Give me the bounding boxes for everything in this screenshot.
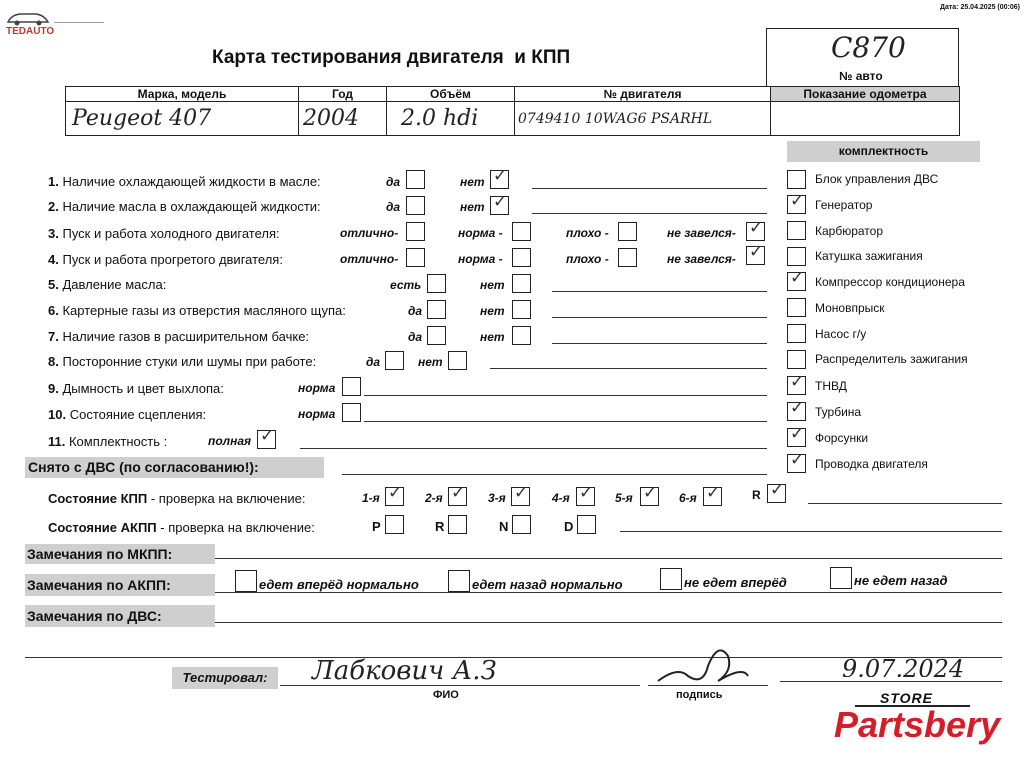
opt-exists: есть <box>390 278 422 292</box>
opt-yes: да <box>386 200 401 214</box>
check-mark-icon: ✓ <box>790 424 805 444</box>
value-engine-no: 0749410 10WAG6 PSARHL <box>518 110 713 127</box>
line-2 <box>532 213 767 214</box>
checkbox-2-yes[interactable] <box>406 196 425 215</box>
opt-no: нет <box>460 200 485 214</box>
kpp-line <box>808 503 1002 504</box>
checkbox-3-not-started[interactable] <box>746 218 765 241</box>
gear-5-label: 5-я <box>615 491 633 505</box>
check-mark-icon: ✓ <box>260 426 275 446</box>
check-mark-icon: ✓ <box>493 192 508 212</box>
complect-monoinjection: Моновпрыск <box>815 301 885 315</box>
gear-4-label: 4-я <box>552 491 570 505</box>
opt-excellent: отлично- <box>340 226 399 240</box>
value-year: 2004 <box>303 106 359 131</box>
complect-distributor: Распределитель зажигания <box>815 352 968 366</box>
line-7 <box>552 343 767 344</box>
checkbox-3-bad[interactable] <box>618 222 637 241</box>
header-engine-no: № двигателя <box>603 87 682 101</box>
gear-2-label: 2-я <box>425 491 443 505</box>
fio-label: ФИО <box>433 689 459 701</box>
check-mark-icon: ✓ <box>790 450 805 470</box>
checkbox-4-bad[interactable] <box>618 248 637 267</box>
opt-yes: да <box>366 355 381 369</box>
kpp-label: Состояние КПП - проверка на включение: <box>48 491 306 506</box>
complect-check-ac[interactable] <box>787 268 806 291</box>
akpp-p-checkbox[interactable] <box>385 515 404 534</box>
complect-check-distributor[interactable] <box>787 350 806 369</box>
remarks-akpp-line <box>215 592 1002 593</box>
check-mark-icon: ✓ <box>706 483 721 503</box>
complect-check-carburetor[interactable] <box>787 221 806 240</box>
akpp-backward-normal-checkbox[interactable] <box>448 570 470 592</box>
opt-yes: да <box>408 330 423 344</box>
signature-label: подпись <box>676 689 723 701</box>
line-5 <box>552 291 767 292</box>
checkbox-6-no[interactable] <box>512 300 531 319</box>
remarks-akpp-label: Замечания по АКПП: <box>25 574 215 596</box>
header-odometer: Показание одометра <box>803 87 927 101</box>
line-10 <box>364 421 767 422</box>
complect-wiring: Проводка двигателя <box>815 457 928 471</box>
line-11 <box>300 448 767 449</box>
akpp-backward-normal-label: едет назад нормально <box>472 577 623 592</box>
gear-5-checkbox[interactable] <box>640 483 659 506</box>
item-2: 2. Наличие масла в охлаждающей жидкости: <box>48 199 321 214</box>
checkbox-9-norm[interactable] <box>342 377 361 396</box>
tested-label: Тестировал: <box>172 667 278 689</box>
akpp-p-label: P <box>372 519 381 534</box>
complect-ps-pump: Насос г/у <box>815 327 867 341</box>
gear-6-label: 6-я <box>679 491 697 505</box>
check-mark-icon: ✓ <box>790 191 805 211</box>
gear-6-checkbox[interactable] <box>703 483 722 506</box>
vehicle-header-table <box>65 86 960 136</box>
complect-ac: Компрессор кондиционера <box>815 275 965 289</box>
complect-check-wiring[interactable] <box>787 450 806 473</box>
car-number-label: № авто <box>839 69 883 83</box>
car-number-value: C870 <box>831 31 906 64</box>
item-4: 4. Пуск и работа прогретого двигателя: <box>48 252 283 267</box>
item-10: 10. Состояние сцепления: <box>48 407 207 422</box>
check-mark-icon: ✓ <box>749 242 764 262</box>
item-7: 7. Наличие газов в расширительном бачке: <box>48 329 310 344</box>
gear-1-label: 1-я <box>362 491 380 505</box>
akpp-no-backward-label: не едет назад <box>854 573 948 588</box>
brand-store: STORE <box>880 690 933 706</box>
gear-2-checkbox[interactable] <box>448 483 467 506</box>
checkbox-8-yes[interactable] <box>385 351 404 370</box>
gear-r-checkbox[interactable] <box>767 480 786 503</box>
line-9 <box>364 395 767 396</box>
removed-label: Снято с ДВС (по согласованию!): <box>25 457 324 478</box>
opt-bad: плохо - <box>566 252 609 266</box>
line-6 <box>552 317 767 318</box>
opt-no: нет <box>480 304 505 318</box>
complect-check-coil[interactable] <box>787 247 806 266</box>
gear-3-label: 3-я <box>488 491 506 505</box>
checkbox-6-yes[interactable] <box>427 300 446 319</box>
car-logo-icon <box>6 10 50 26</box>
signature <box>648 636 758 696</box>
opt-no: нет <box>418 355 443 369</box>
checkbox-5-no[interactable] <box>512 274 531 293</box>
akpp-r-label: R <box>435 519 445 534</box>
akpp-no-forward-checkbox[interactable] <box>660 568 682 590</box>
item-8: 8. Посторонние стуки или шумы при работе: <box>48 354 317 369</box>
tester-name: Лабкович А.З <box>312 656 497 686</box>
check-mark-icon: ✓ <box>749 218 764 238</box>
checkbox-4-excellent[interactable] <box>406 248 425 267</box>
opt-yes: да <box>386 175 401 189</box>
tester-name-line <box>280 685 640 686</box>
check-mark-icon: ✓ <box>770 480 785 500</box>
complect-header: комплектность <box>787 141 980 162</box>
checkbox-11-full[interactable] <box>257 426 276 449</box>
opt-no: нет <box>480 278 505 292</box>
item-11: 11. Комплектность : <box>48 434 168 449</box>
akpp-d-label: D <box>564 519 574 534</box>
opt-not-started: не завелся- <box>667 252 736 266</box>
checkbox-7-yes[interactable] <box>427 326 446 345</box>
remarks-mkpp-label: Замечания по МКПП: <box>25 544 215 564</box>
opt-normal: норма - <box>458 252 503 266</box>
complect-check-tnvd[interactable] <box>787 372 806 395</box>
checkbox-1-yes[interactable] <box>406 170 425 189</box>
opt-excellent: отлично- <box>340 252 399 266</box>
checkbox-3-normal[interactable] <box>512 222 531 241</box>
complect-check-ecu[interactable] <box>787 170 806 189</box>
brand-name: Partsbery <box>834 704 1001 745</box>
gear-1-checkbox[interactable] <box>385 483 404 506</box>
complect-check-injectors[interactable] <box>787 424 806 447</box>
item-3: 3. Пуск и работа холодного двигателя: <box>48 226 280 241</box>
car-number-box <box>766 28 959 86</box>
complect-injectors: Форсунки <box>815 431 869 445</box>
check-mark-icon: ✓ <box>790 268 805 288</box>
check-mark-icon: ✓ <box>514 483 529 503</box>
check-mark-icon: ✓ <box>388 483 403 503</box>
opt-bad: плохо - <box>566 226 609 240</box>
opt-yes: да <box>408 304 423 318</box>
complect-generator: Генератор <box>815 198 873 212</box>
remarks-mkpp-line <box>215 558 1002 559</box>
complect-coil: Катушка зажигания <box>815 249 923 263</box>
akpp-no-forward-label: не едет вперёд <box>684 575 787 590</box>
gear-r-label: R <box>752 488 761 502</box>
check-mark-icon: ✓ <box>579 483 594 503</box>
header-volume: Объём <box>430 87 471 101</box>
akpp-n-label: N <box>499 519 509 534</box>
header-year: Год <box>332 87 353 101</box>
checkbox-1-no[interactable] <box>490 166 509 189</box>
complect-check-monoinjection[interactable] <box>787 298 806 317</box>
check-mark-icon: ✓ <box>493 166 508 186</box>
complect-check-ps-pump[interactable] <box>787 324 806 343</box>
header-make: Марка, модель <box>137 87 227 101</box>
print-date: Дата: 25.04.2025 (00:06) <box>939 4 1020 11</box>
item-1: 1. Наличие охлаждающей жидкости в масле: <box>48 174 321 189</box>
akpp-no-backward-checkbox[interactable] <box>830 567 852 589</box>
akpp-forward-normal-label: едет вперёд нормально <box>259 577 419 592</box>
check-mark-icon: ✓ <box>790 372 805 392</box>
checkbox-2-no[interactable] <box>490 192 509 215</box>
akpp-d-checkbox[interactable] <box>577 515 596 534</box>
checkbox-10-norm[interactable] <box>342 403 361 422</box>
checkbox-3-excellent[interactable] <box>406 222 425 241</box>
opt-no: нет <box>480 330 505 344</box>
check-mark-icon: ✓ <box>790 398 805 418</box>
date-line <box>780 681 1002 682</box>
opt-no: нет <box>460 175 485 189</box>
value-volume: 2.0 hdi <box>401 106 479 131</box>
item-6: 6. Картерные газы из отверстия масляного щупа: <box>48 303 346 318</box>
opt-full: полная <box>208 434 252 448</box>
page-title: Карта тестирования двигателя и КПП <box>212 47 571 68</box>
akpp-r-checkbox[interactable] <box>448 515 467 534</box>
complect-ecu: Блок управления ДВС <box>815 172 939 186</box>
gear-3-checkbox[interactable] <box>511 483 530 506</box>
checkbox-4-normal[interactable] <box>512 248 531 267</box>
gear-4-checkbox[interactable] <box>576 483 595 506</box>
complect-check-turbo[interactable] <box>787 398 806 421</box>
opt-norm: норма <box>298 381 336 395</box>
complect-carburetor: Карбюратор <box>815 224 884 238</box>
logo <box>4 10 56 40</box>
checkbox-7-no[interactable] <box>512 326 531 345</box>
check-mark-icon: ✓ <box>643 483 658 503</box>
check-mark-icon: ✓ <box>451 483 466 503</box>
logo-text: TEDAUTO <box>6 26 55 37</box>
checkbox-8-no[interactable] <box>448 351 467 370</box>
item-9: 9. Дымность и цвет выхлопа: <box>48 381 224 396</box>
complect-tnvd: ТНВД <box>815 379 847 393</box>
signature-line <box>648 685 768 686</box>
akpp-line <box>620 531 1002 532</box>
opt-normal: норма - <box>458 226 503 240</box>
remarks-dvs-label: Замечания по ДВС: <box>25 605 215 627</box>
opt-not-started: не завелся- <box>667 226 736 240</box>
value-make: Peugeot 407 <box>72 106 212 131</box>
checkbox-5-exists[interactable] <box>427 274 446 293</box>
complect-turbo: Турбина <box>815 405 862 419</box>
complect-check-generator[interactable] <box>787 191 806 214</box>
removed-line <box>342 474 767 475</box>
test-date: 9.07.2024 <box>842 655 965 677</box>
checkbox-4-not-started[interactable] <box>746 242 765 265</box>
opt-norm: норма <box>298 407 336 421</box>
akpp-n-checkbox[interactable] <box>512 515 531 534</box>
item-5: 5. Давление масла: <box>48 277 167 292</box>
remarks-dvs-line <box>215 622 1002 623</box>
akpp-forward-normal-checkbox[interactable] <box>235 570 257 592</box>
akpp-label: Состояние АКПП - проверка на включение: <box>48 520 315 535</box>
line-1 <box>532 188 767 189</box>
logo-underline <box>54 22 104 23</box>
line-8 <box>490 368 767 369</box>
